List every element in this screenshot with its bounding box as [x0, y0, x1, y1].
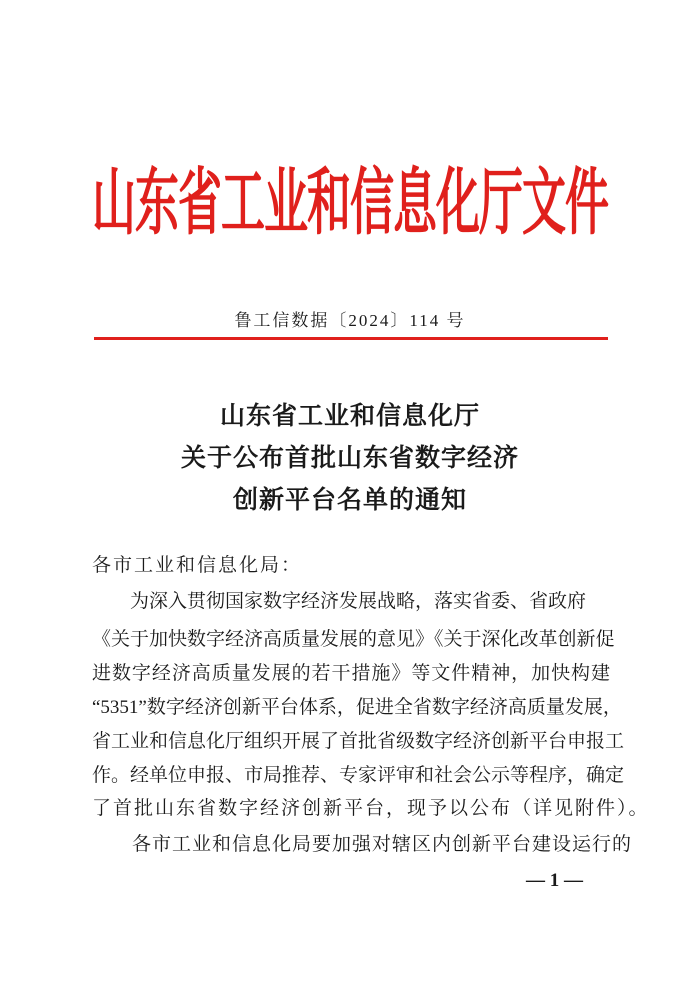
body-line: “5351”数字经济创新平台体系，促进全省数字经济高质量发展， — [92, 697, 622, 718]
notice-title-line-2: 关于公布首批山东省数字经济 — [180, 445, 519, 472]
body-line: 各市工业和信息化局要加强对辖区内创新平台建设运行的 — [92, 834, 633, 855]
notice-title-line-3: 创新平台名单的通知 — [232, 487, 467, 514]
notice-title-line-1: 山东省工业和信息化厅 — [219, 403, 480, 430]
body-line: 为深入贯彻国家数字经济发展战略，落实省委、省政府 — [92, 591, 587, 612]
salutation: 各市工业和信息化局： — [92, 555, 303, 576]
red-divider-line — [94, 337, 608, 340]
body-line: 省工业和信息化厅组织开展了首批省级数字经济创新平台申报工 — [92, 731, 625, 752]
body-line: 进数字经济高质量发展的若干措施》等文件精神，加快构建 — [92, 663, 610, 684]
body-line: 《关于加快数字经济高质量发展的意见》《关于深化改革创新促 — [92, 629, 615, 650]
document-number: 鲁工信数据〔2024〕114 号 — [234, 311, 466, 330]
body-line: 作。经单位申报、市局推荐、专家评审和社会公示等程序，确定 — [92, 765, 625, 786]
body-line: 了首批山东省数字经济创新平台，现予以公布（详见附件）。 — [92, 798, 650, 819]
page-number: — 1 — — [526, 870, 583, 891]
document-header-title: 山东省工业和信息化厅文件 — [92, 163, 608, 244]
